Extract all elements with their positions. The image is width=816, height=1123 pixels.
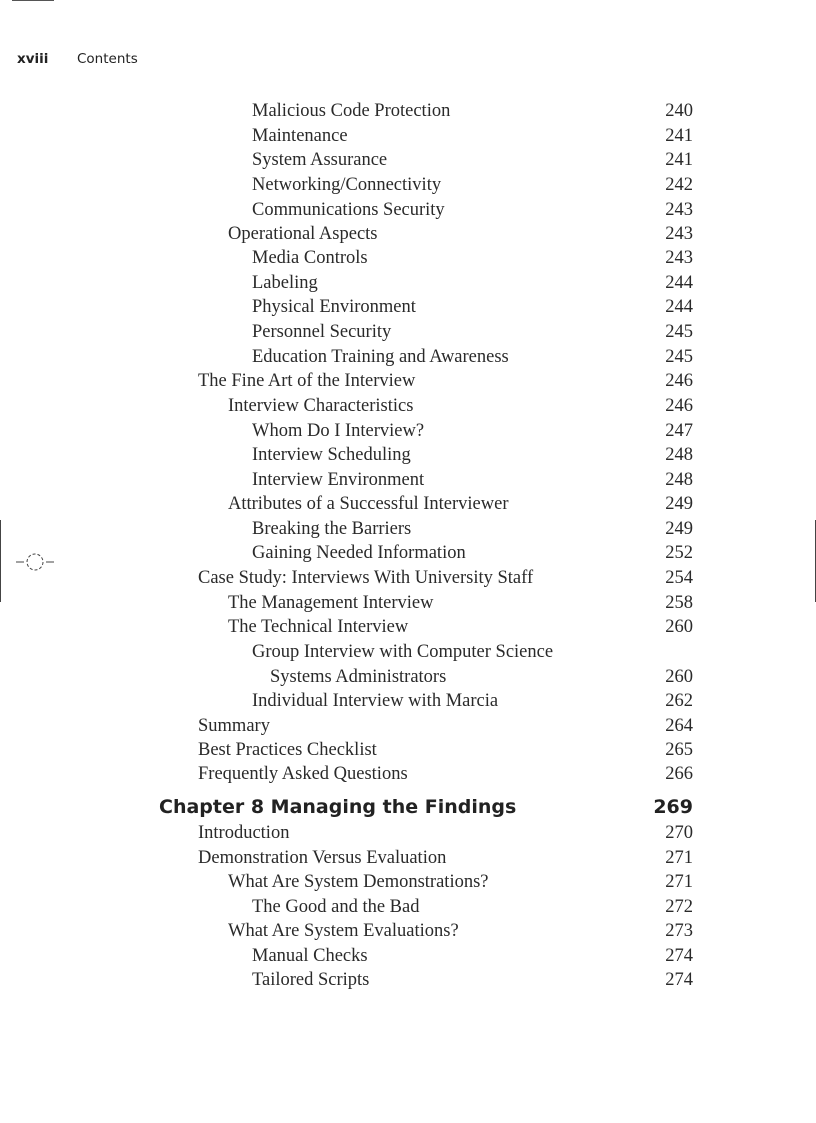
toc-entry-title: Whom Do I Interview?: [252, 421, 425, 441]
toc-entry-page: 260: [665, 667, 693, 687]
toc-entry: [0, 846, 816, 870]
toc-entry-title: What Are System Demonstrations?: [228, 872, 489, 892]
toc-entry-title: Gaining Needed Information: [252, 543, 466, 563]
toc-entry-page: 252: [665, 543, 693, 563]
toc-entry: [0, 714, 816, 738]
toc-entry: [0, 919, 816, 943]
toc-entry-title: Case Study: Interviews With University Staff: [198, 568, 534, 588]
toc-entry-title: Frequently Asked Questions: [198, 764, 408, 784]
toc-chapter-heading: [0, 795, 816, 819]
toc-entry-title: The Management Interview: [228, 593, 434, 613]
toc-entry-page: 264: [665, 716, 693, 736]
toc-entry: [0, 689, 816, 713]
toc-entry-page: 248: [665, 470, 693, 490]
toc-entry-page: 266: [665, 764, 693, 784]
toc-entry-page: 240: [665, 101, 693, 121]
toc-entry: [0, 566, 816, 590]
toc-entry-page: 271: [665, 848, 693, 868]
toc-entry-page: 274: [665, 970, 693, 990]
toc-entry-page: 249: [665, 519, 693, 539]
toc-entry-page: 254: [665, 568, 693, 588]
toc-entry-page: 258: [665, 593, 693, 613]
toc-entry-title: Individual Interview with Marcia: [252, 691, 499, 711]
toc-entry-page: 246: [665, 396, 693, 416]
toc-entry: [0, 271, 816, 295]
toc-entry-page: 274: [665, 946, 693, 966]
toc-entry-title: Media Controls: [252, 248, 368, 268]
toc-entry-title: Personnel Security: [252, 322, 392, 342]
toc-entry-title: Interview Scheduling: [252, 445, 411, 465]
toc-entry: [0, 99, 816, 123]
toc-entry-page: 273: [665, 921, 693, 941]
toc-entry: [0, 968, 816, 992]
toc-entry-title: Demonstration Versus Evaluation: [198, 848, 447, 868]
toc-entry-page: 245: [665, 322, 693, 342]
toc-entry: [0, 320, 816, 344]
toc-entry: [0, 870, 816, 894]
toc-entry-title: Interview Characteristics: [228, 396, 414, 416]
toc-entry: [0, 468, 816, 492]
toc-entry-title: Best Practices Checklist: [198, 740, 377, 760]
toc-entry-page: 272: [665, 897, 693, 917]
toc-entry-title: Maintenance: [252, 126, 348, 146]
toc-entry-title: The Fine Art of the Interview: [198, 371, 416, 391]
toc-entry-title: Communications Security: [252, 200, 445, 220]
toc-entry: [0, 345, 816, 369]
toc-entry-title: System Assurance: [252, 150, 388, 170]
toc-entry-page: 241: [665, 150, 693, 170]
toc-entry: [0, 369, 816, 393]
toc-entry: [0, 173, 816, 197]
toc-entry-title: Breaking the Barriers: [252, 519, 412, 539]
toc-entry-title: Introduction: [198, 823, 290, 843]
toc-entry-title: Manual Checks: [252, 946, 368, 966]
toc-entry: [0, 198, 816, 222]
toc-entry-page: 271: [665, 872, 693, 892]
toc-entry: [0, 394, 816, 418]
toc-entry-page: 243: [665, 224, 693, 244]
toc-entry: [0, 222, 816, 246]
toc-entry-page: 270: [665, 823, 693, 843]
toc-entry-page: 262: [665, 691, 693, 711]
toc-entry-page: 244: [665, 273, 693, 293]
toc-entry: [0, 541, 816, 565]
toc-entry: [0, 895, 816, 919]
toc-entry-title: What Are System Evaluations?: [228, 921, 459, 941]
toc-entry: [0, 762, 816, 786]
toc-entry-title: The Technical Interview: [228, 617, 409, 637]
toc-entry-page: 243: [665, 248, 693, 268]
toc-entry-page: 245: [665, 347, 693, 367]
toc-entry-title: Education Training and Awareness: [252, 347, 509, 367]
toc-entry: [0, 443, 816, 467]
toc-entry: [0, 615, 816, 639]
toc-entry-title: Interview Environment: [252, 470, 425, 490]
toc-entry: [0, 738, 816, 762]
section-title: Contents: [77, 51, 138, 67]
toc-entry-title: Physical Environment: [252, 297, 416, 317]
toc-entry-page: 247: [665, 421, 693, 441]
toc-entry-title: Operational Aspects: [228, 224, 378, 244]
toc-entry-page: 243: [665, 200, 693, 220]
toc-entry-title: Labeling: [252, 273, 318, 293]
toc-entry-title: Summary: [198, 716, 270, 736]
toc-entry-title: Malicious Code Protection: [252, 101, 451, 121]
toc-entry: [0, 246, 816, 270]
toc-entry: [0, 124, 816, 148]
toc-entry-page: 269: [653, 796, 693, 818]
toc-entry: [0, 148, 816, 172]
toc-entry-title: Networking/Connectivity: [252, 175, 442, 195]
toc-entry: [0, 821, 816, 845]
toc-entry-page: 242: [665, 175, 693, 195]
toc-entry-page: 244: [665, 297, 693, 317]
toc-entry-page: 248: [665, 445, 693, 465]
toc-entry-page: 260: [665, 617, 693, 637]
toc-entry-title: Systems Administrators: [270, 667, 447, 687]
toc-entry: [0, 517, 816, 541]
toc-entry: [0, 665, 816, 689]
toc-entry-title: Tailored Scripts: [252, 970, 370, 990]
toc-entry-page: 246: [665, 371, 693, 391]
toc-entry: [0, 640, 816, 664]
toc-entry-title: Chapter 8 Managing the Findings: [159, 796, 517, 818]
page-folio: xviii: [17, 51, 49, 67]
toc-entry: [0, 295, 816, 319]
toc-entry: [0, 492, 816, 516]
toc-entry-title: Attributes of a Successful Interviewer: [228, 494, 509, 514]
toc-entry-title: The Good and the Bad: [252, 897, 420, 917]
toc-entry-page: 241: [665, 126, 693, 146]
toc-entry-page: 249: [665, 494, 693, 514]
toc-entry: [0, 591, 816, 615]
toc-entry-title: Group Interview with Computer Science: [252, 642, 554, 662]
toc-entry: [0, 944, 816, 968]
toc-entry: [0, 419, 816, 443]
toc-entry-page: 265: [665, 740, 693, 760]
